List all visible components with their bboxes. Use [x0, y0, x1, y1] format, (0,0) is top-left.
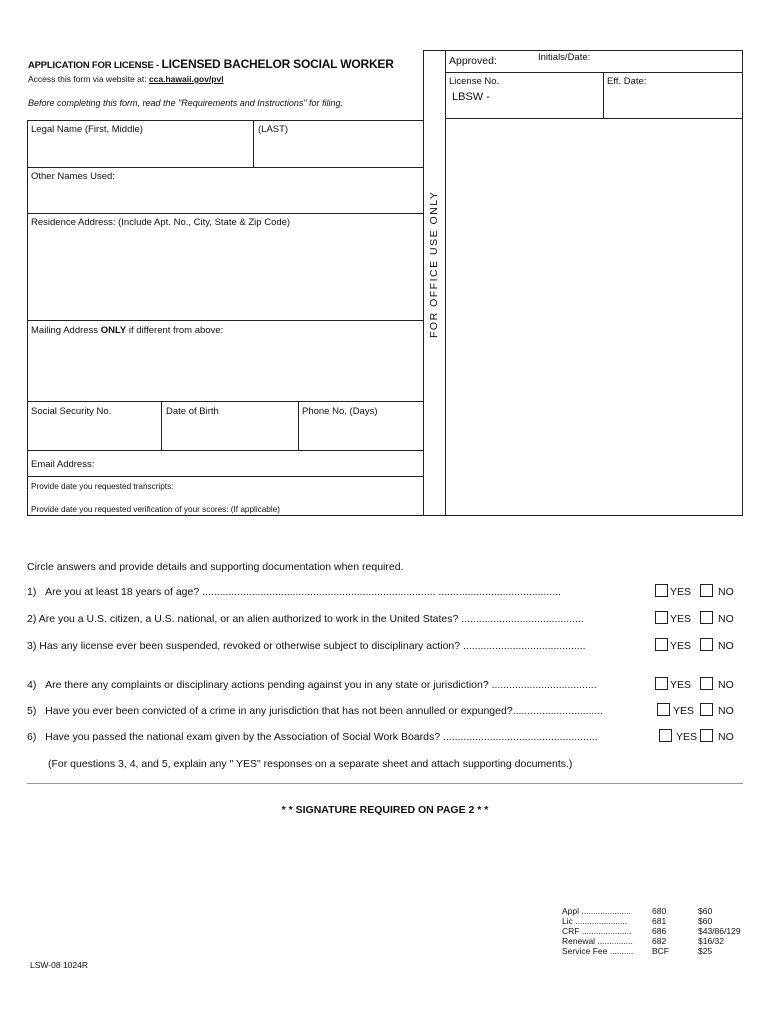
q4-yes-label: YES [670, 679, 692, 691]
q3-yes-label: YES [670, 640, 692, 652]
q3-yes-checkbox[interactable] [655, 638, 668, 651]
explain-note: (For questions 3, 4, and 5, explain any " YES" responses on a separate sheet and attach supporting documents.) [48, 758, 573, 770]
fee-amount-service: $25 [698, 946, 713, 956]
q1-yes-label: YES [670, 586, 692, 598]
fee-amount-lic: $60 [698, 916, 713, 926]
fee-amount-renewal: $16/32 [698, 936, 724, 946]
license-prefix: LBSW - [452, 91, 490, 103]
eff-date-label: Eff. Date: [607, 76, 647, 87]
q6-yes-checkbox[interactable] [659, 729, 672, 742]
q1-no-checkbox[interactable] [700, 584, 713, 597]
fee-code-renewal: 682 [652, 936, 667, 946]
q6-no-label: NO [718, 731, 734, 743]
question-5: 5) Have you ever been convicted of a crime in any jurisdiction that has not been annulled or expunged?............................... [27, 705, 604, 717]
form-title [28, 57, 394, 71]
website-line [28, 74, 224, 84]
q3-no-checkbox[interactable] [700, 638, 713, 651]
other-names-field[interactable]: Other Names Used: [31, 171, 115, 182]
fee-label-lic: Lic ...................... [562, 916, 628, 926]
initials-date-label: Initials/Date: [538, 52, 591, 63]
q2-no-checkbox[interactable] [700, 611, 713, 624]
question-2: 2) Are you a U.S. citizen, a U.S. national, or an alien authorized to work in the United States? .......................................... [27, 613, 584, 625]
fee-label-renewal: Renewal ............... [562, 936, 633, 946]
q6-no-checkbox[interactable] [700, 729, 713, 742]
q1-yes-checkbox[interactable] [655, 584, 668, 597]
q3-no-label: NO [718, 640, 734, 652]
q6-yes-label: YES [676, 731, 698, 743]
ssn-field[interactable]: Social Security No. [31, 406, 112, 417]
website-prefix: Access this form via website at: [28, 74, 149, 84]
email-field[interactable]: Email Address: [31, 459, 95, 470]
q2-yes-label: YES [670, 613, 692, 625]
q5-no-label: NO [718, 705, 734, 717]
residence-address-field[interactable]: Residence Address: (Include Apt. No., City, State & Zip Code) [31, 217, 291, 228]
mailing-address-field[interactable]: Mailing Address ONLY if different from above: [31, 325, 224, 336]
license-no-label: License No. [449, 76, 500, 87]
question-4: 4) Are there any complaints or disciplinary actions pending against you in any state or jurisdiction? .................................... [27, 679, 597, 691]
questions-intro: Circle answers and provide details and supporting documentation when required. [27, 561, 404, 573]
q1-no-label: NO [718, 586, 734, 598]
fee-code-lic: 681 [652, 916, 667, 926]
q2-yes-checkbox[interactable] [655, 611, 668, 624]
question-1: 1) Are you at least 18 years of age? ................................................................................ .......................................... [27, 586, 561, 598]
q5-no-checkbox[interactable] [700, 703, 713, 716]
fee-label-service: Service Fee .......... [562, 946, 634, 956]
q5-yes-label: YES [673, 705, 695, 717]
fee-label-appl: Appl ..................... [562, 906, 631, 916]
office-use-label: FOR OFFICE USE ONLY [428, 190, 440, 338]
office-use-box [445, 50, 743, 516]
fee-code-service: BCF [652, 946, 669, 956]
website-link[interactable]: cca.hawaii.gov/pvl [148, 74, 224, 84]
section-divider [27, 783, 743, 784]
dob-field[interactable]: Date of Birth [166, 406, 219, 417]
fee-amount-crf: $43/86/129 [698, 926, 741, 936]
form-title-prefix: APPLICATION FOR LICENSE - [28, 60, 162, 71]
question-6: 6) Have you passed the national exam given by the Association of Social Work Boards? ..................................................... [27, 731, 598, 743]
legal-name-field[interactable]: Legal Name (First, Middle) [31, 124, 143, 135]
phone-field[interactable]: Phone No. (Days) [302, 406, 378, 417]
fee-amount-appl: $60 [698, 906, 713, 916]
signature-note: * * SIGNATURE REQUIRED ON PAGE 2 * * [281, 804, 489, 816]
q4-yes-checkbox[interactable] [655, 677, 668, 690]
transcripts-date-field[interactable]: Provide date you requested transcripts: [31, 482, 174, 491]
q4-no-checkbox[interactable] [700, 677, 713, 690]
q4-no-label: NO [718, 679, 734, 691]
verification-date-field[interactable]: Provide date you requested verification of your scores: (If applicable) [31, 505, 280, 514]
instruction-note: Before completing this form, read the "Requirements and Instructions" for filing. [28, 98, 344, 108]
form-code: LSW-08 1024R [30, 960, 88, 970]
last-name-field[interactable]: (LAST) [258, 124, 289, 135]
q5-yes-checkbox[interactable] [657, 703, 670, 716]
question-3: 3) Has any license ever been suspended, revoked or otherwise subject to disciplinary action? .......................................... [27, 640, 586, 652]
fee-code-crf: 686 [652, 926, 667, 936]
fee-label-crf: CRF ..................... [562, 926, 632, 936]
fee-code-appl: 680 [652, 906, 667, 916]
form-title-main: LICENSED BACHELOR SOCIAL WORKER [161, 57, 394, 71]
approved-label: Approved: [449, 55, 497, 67]
q2-no-label: NO [718, 613, 734, 625]
